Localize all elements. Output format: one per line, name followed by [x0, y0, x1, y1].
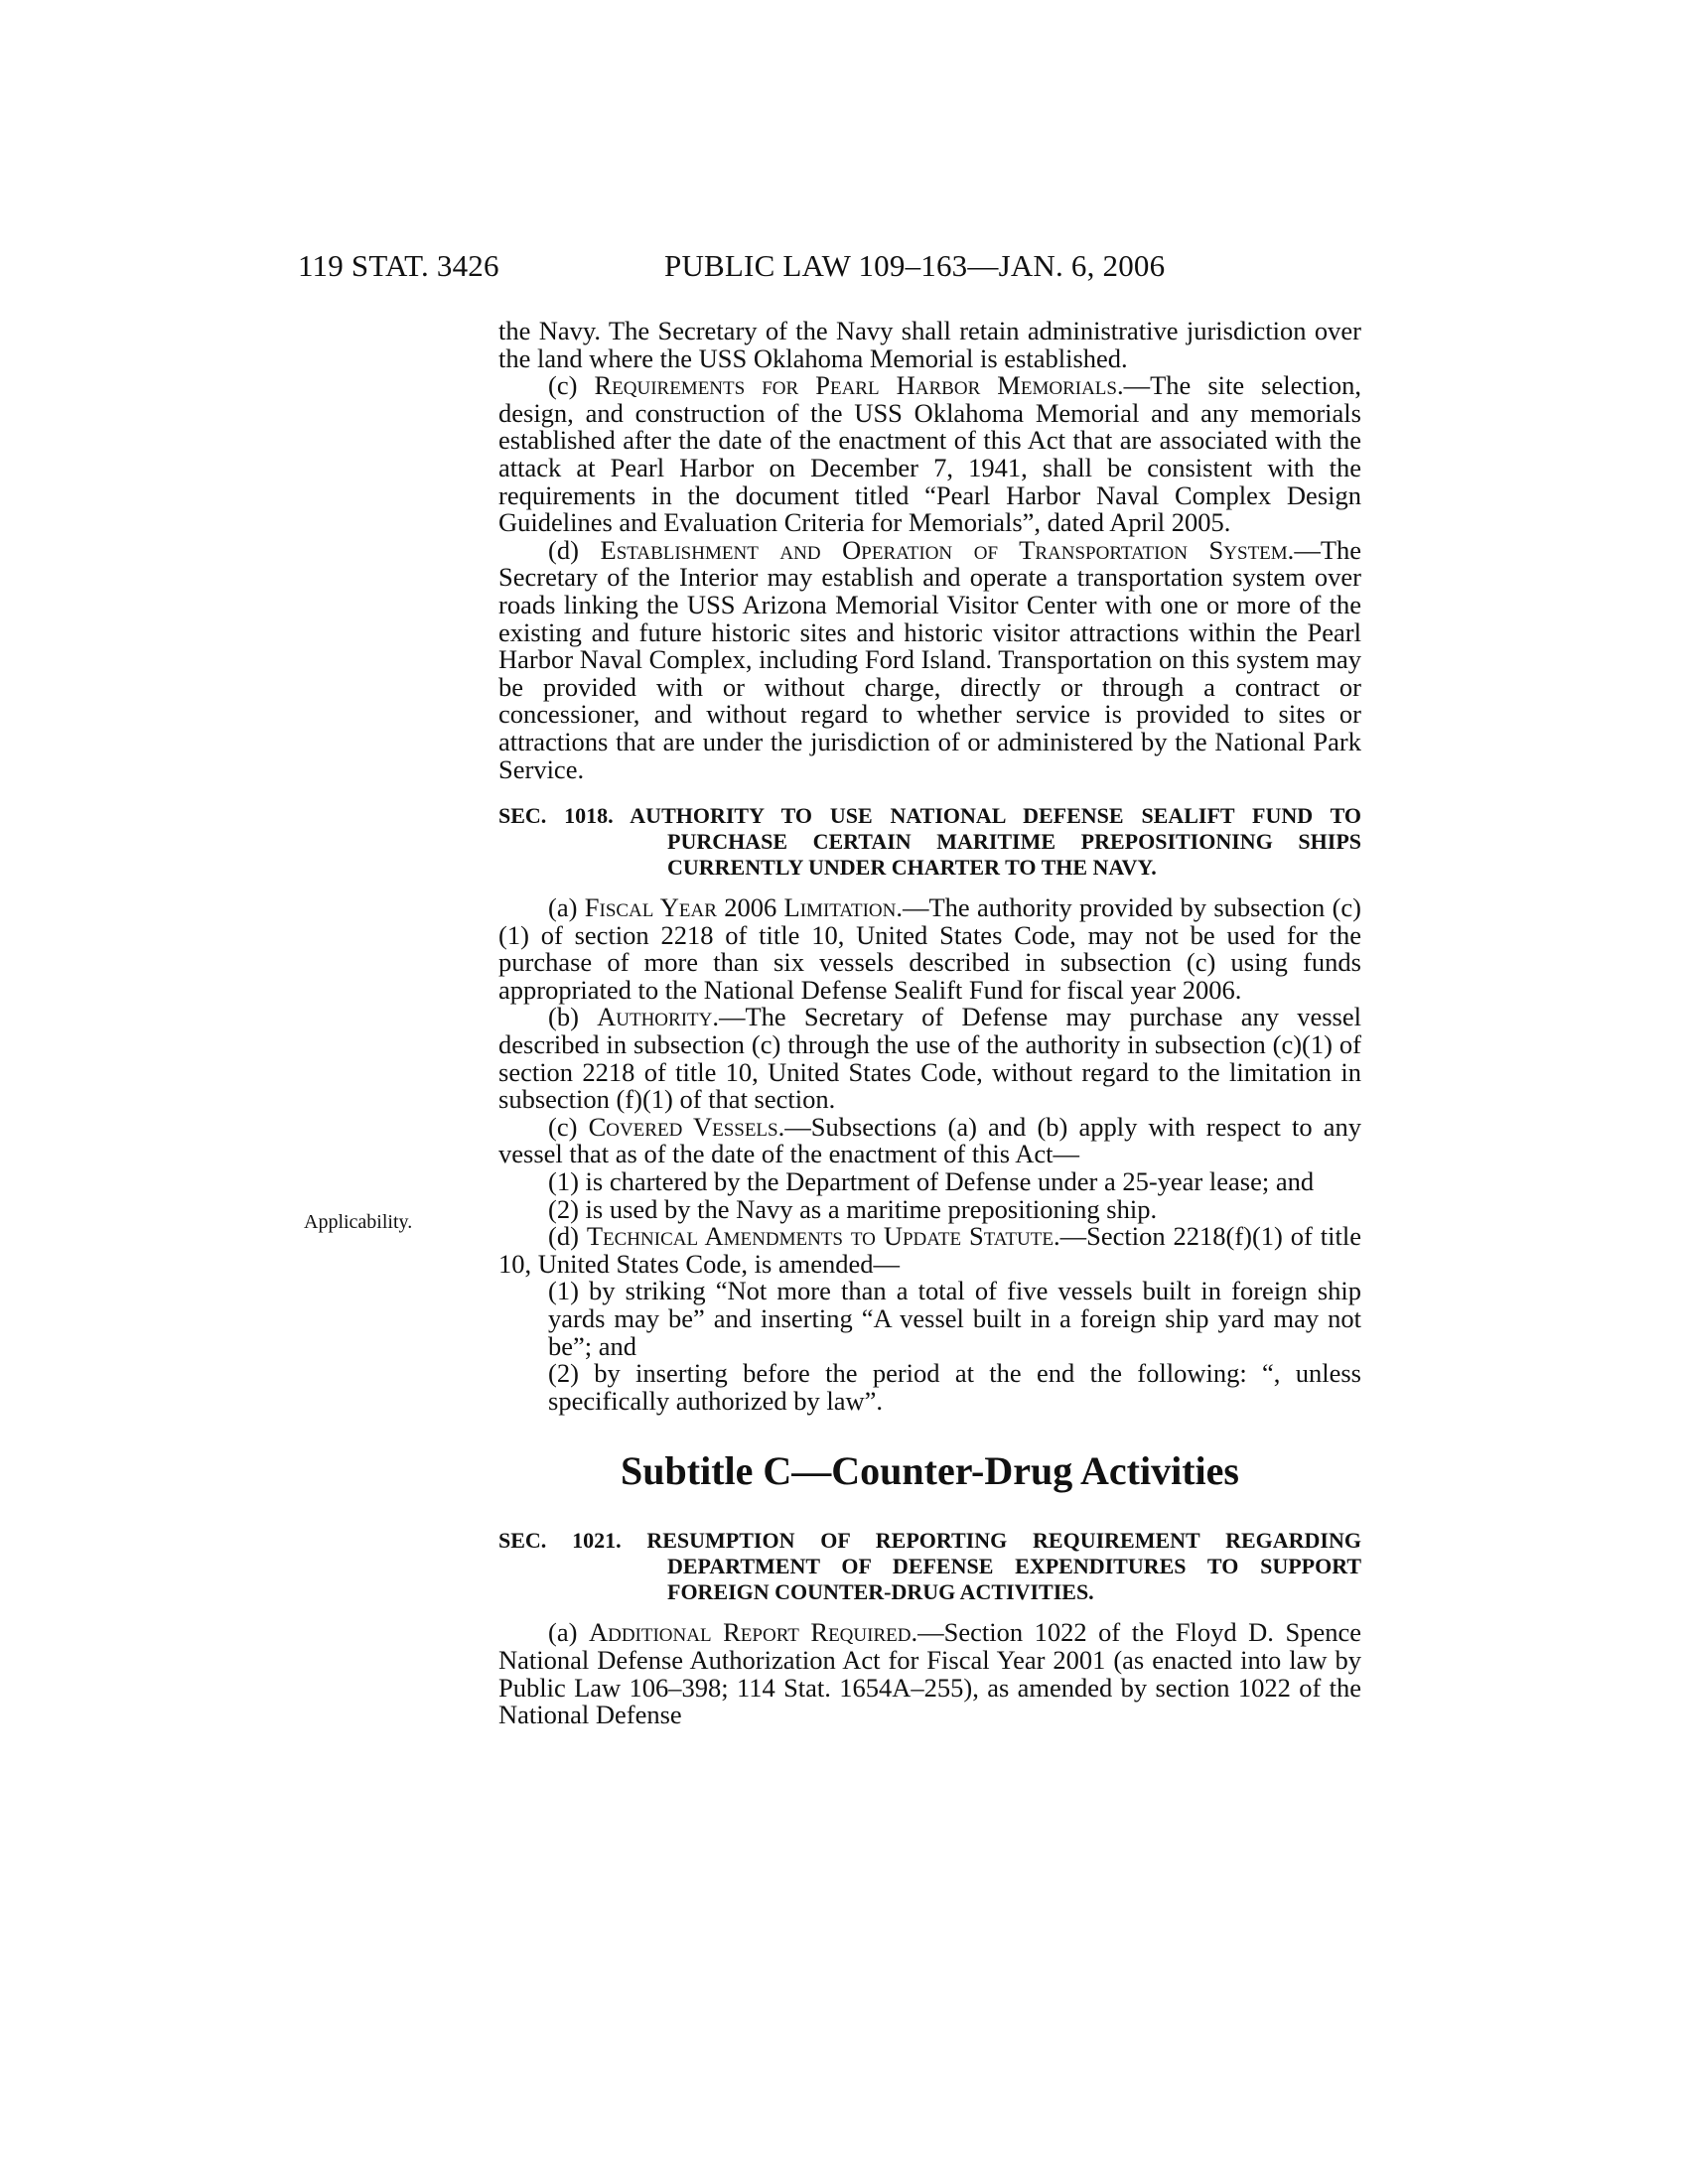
subsection-d [498, 534, 1362, 784]
subsection-a [498, 894, 1361, 1004]
subsection-b [498, 1004, 1361, 1113]
subtitle-heading: Subtitle C—Counter-Drug Activities [621, 1448, 1239, 1494]
subsection-d-amendments [498, 1223, 1361, 1278]
subsection-text: —Section 1022 of the Floyd D. Spence National Defense Authorization Act for Fiscal Year 2001 (as enacted into law by Public Law 106–398; 114 Stat. 1654A–255), as amended by section 1022 of the National Defense [498, 1617, 1361, 1730]
stat-reference: 119 STAT. 3426 [298, 248, 499, 283]
subsection-text: —The Secretary of Defense may purchase any vessel described in subsection (c) through the use of the authority in subsection (c)(1) of section 2218 of title 10, United States Code, without regard to the limitation in subsection (f)(1) of that section. [498, 1002, 1361, 1115]
section-heading-1021: SEC. 1021. RESUMPTION OF REPORTING REQUIREMENT REGARDING DEPARTMENT OF DEFENSE EXPENDITURES TO SUPPORT FOREIGN COUNTER-DRUG ACTIVITIES. [498, 1528, 1361, 1605]
subsection-label: (a) [548, 892, 585, 923]
subsection-label: (c) [548, 370, 595, 401]
subsection-c [498, 372, 1361, 537]
subsection-heading: Establishment and Operation of Transportation System. [600, 534, 1295, 565]
subsection-label: (d) [548, 1221, 587, 1252]
subsection-text: —The authority provided by subsection (c)(1) of section 2218 of title 10, United States Code, may not be used for the purchase of more than six vessels described in subsection (c) using funds appropriated to the National Defense Sealift Fund for fiscal year 2006. [498, 892, 1361, 1005]
subsection-c-covered [498, 1111, 1361, 1169]
paragraph: the Navy. The Secretary of the Navy shall retain administrative jurisdiction over the land where the USS Oklahoma Memorial is established. [498, 316, 1361, 373]
subsection-label: (a) [548, 1617, 589, 1648]
subsection-label: (b) [548, 1002, 598, 1032]
paragraph-item: (1) by striking “Not more than a total of five vessels built in foreign ship yards may be” and inserting “A vessel built in a foreign ship yard may not be”; and [548, 1276, 1361, 1361]
subsection-heading: Fiscal Year 2006 Limitation. [584, 892, 903, 923]
body-text-column [498, 318, 1361, 1729]
running-header: PUBLIC LAW 109–163—JAN. 6, 2006 [664, 248, 1166, 283]
subsection-text: —The site selection, design, and construction of the USS Oklahoma Memorial and any memorials established after the date of the enactment of this Act that are associated with the attack at Pearl Harbor on December 7, 1941, shall be consistent with the requirements in the document titled “Pearl Harbor Naval Complex Design Guidelines and Evaluation Criteria for Memorials”, dated April 2005. [498, 370, 1361, 538]
paragraph-item: (2) is used by the Navy as a maritime prepositioning ship. [548, 1193, 1158, 1224]
subsection-heading: Technical Amendments to Update Statute. [586, 1221, 1060, 1252]
paragraph-item: (1) is chartered by the Department of Defense under a 25-year lease; and [548, 1166, 1315, 1197]
subsection-label: (c) [548, 1111, 589, 1142]
subsection-heading: Additional Report Required. [588, 1617, 918, 1648]
subsection-text: —The Secretary of the Interior may establish and operate a transportation system over roads linking the USS Arizona Memorial Visitor Center with one or more of the existing and future historic sites and historic visitor attractions within the Pearl Harbor Naval Complex, including Ford Island. Transportation on this system may be provided with or without charge, directly or through a contract or concessioner, and without regard to whether service is provided to sites or attractions that are under the jurisdiction of or administered by the National Park Service. [498, 534, 1362, 784]
subsection-heading: Covered Vessels. [588, 1111, 785, 1142]
subsection-heading: Requirements for Pearl Harbor Memorials. [594, 370, 1124, 401]
subsection-text: —Subsections (a) and (b) apply with respect to any vessel that as of the date of the enactment of this Act— [498, 1111, 1361, 1169]
subsection-a-report [498, 1619, 1361, 1728]
margin-note: Applicability. [304, 1211, 413, 1233]
subsection-text: —Section 2218(f)(1) of title 10, United States Code, is amended— [498, 1221, 1361, 1279]
section-heading-1018: SEC. 1018. AUTHORITY TO USE NATIONAL DEFENSE SEALIFT FUND TO PURCHASE CERTAIN MARITIME PREPOSITIONING SHIPS CURRENTLY UNDER CHARTER TO THE NAVY. [498, 803, 1361, 881]
subsection-heading: Authority. [597, 1002, 719, 1032]
subsection-label: (d) [548, 534, 601, 565]
paragraph-item: (2) by inserting before the period at the end the following: “, unless specifically authorized by law”. [548, 1358, 1361, 1416]
